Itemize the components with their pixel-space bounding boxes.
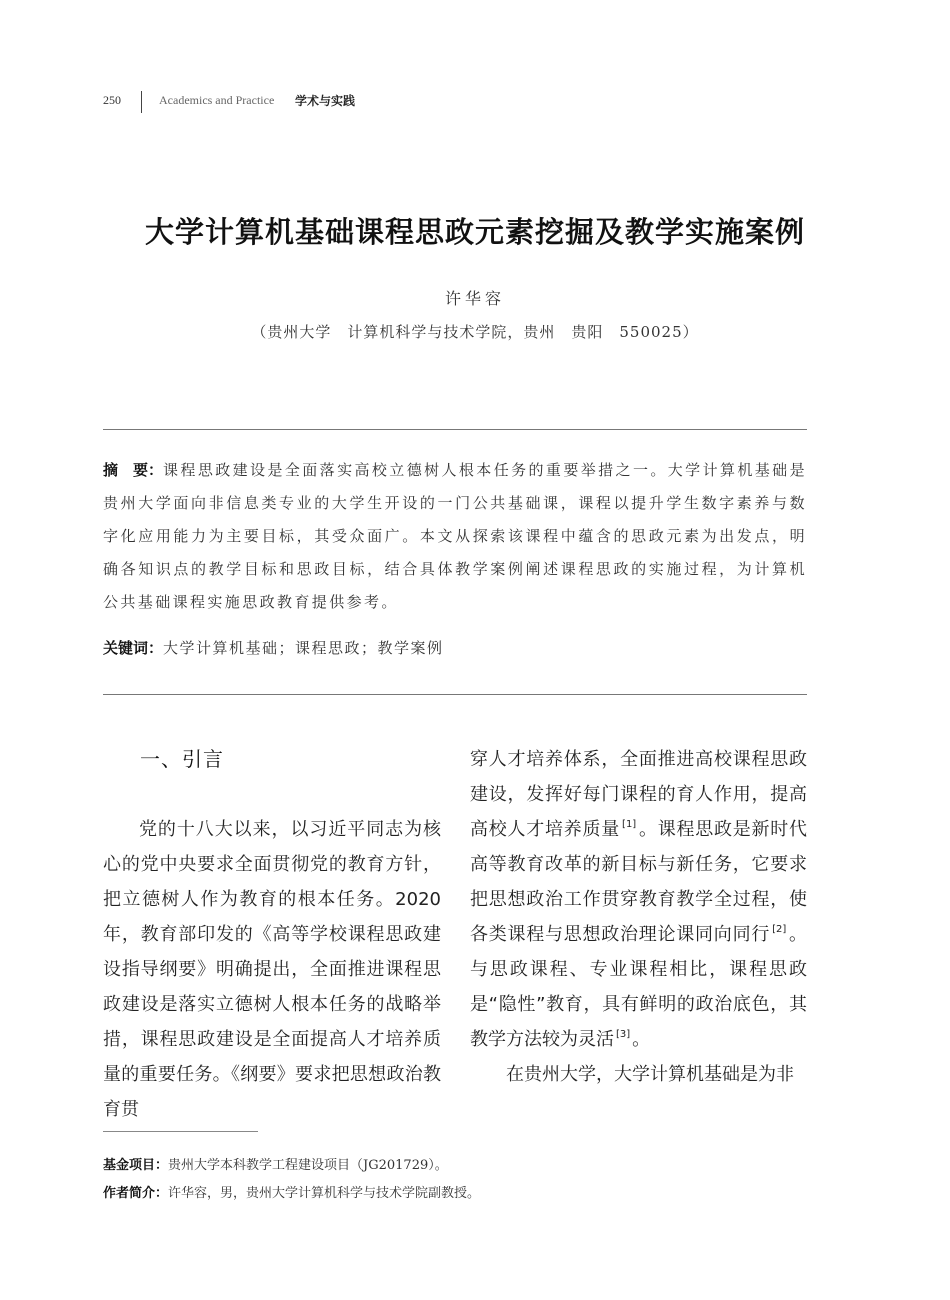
abstract-label: 摘 要：: [103, 461, 164, 479]
body-text: 穿人才培养体系，全面推进高校课程思政建设，发挥好每门课程的育人作用，提高高校人才培养质量: [470, 749, 807, 840]
footnote-fund: [103, 1154, 448, 1173]
body-text: 。: [632, 1029, 651, 1050]
abstract-bottom-rule: [103, 694, 807, 695]
page-number: 250: [103, 93, 121, 107]
footnote-author-text: 许华容，男，贵州大学计算机科学与技术学院副教授。: [168, 1186, 481, 1201]
journal-name-cn: 学术与实践: [295, 94, 356, 108]
body-column-right: [470, 742, 807, 1092]
footnote-fund-label: 基金项目：: [103, 1158, 169, 1173]
footnote-author-label: 作者简介：: [103, 1186, 169, 1201]
citation-ref-3[interactable]: [3]: [616, 1029, 631, 1040]
article-title: 大学计算机基础课程思政元素挖掘及教学实施案例: [144, 215, 805, 249]
author-name: 许华容: [444, 289, 505, 308]
body-paragraph: [470, 742, 807, 1057]
body-column-left: 党的十八大以来，以习近平同志为核心的党中央要求全面贯彻党的教育方针，把立德树人作为教育的根本任务。2020 年，教育部印发的《高等学校课程思政建设指导纲要》明确提出，全面推进课程思政建设是落实立德树人根本任务的战略举措，课程思政建设是全面提高人才培养质量的重要任务。《纲要》要求把思想政治教育贯: [103, 819, 441, 1120]
body-text: 。与思政课程、专业课程相比，课程思政是“隐性”教育，具有鲜明的政治底色，其教学方法较为灵活: [470, 924, 808, 1050]
keywords-text: 大学计算机基础；课程思政；教学案例: [163, 639, 444, 657]
keywords-label: 关键词：: [103, 639, 164, 657]
footnote-rule: [103, 1131, 258, 1132]
footnote-fund-text: 贵州大学本科教学工程建设项目（JG201729）。: [168, 1158, 448, 1173]
abstract-text: 课程思政建设是全面落实高校立德树人根本任务的重要举措之一。大学计算机基础是贵州大学面向非信息类专业的大学生开设的一门公共基础课，课程以提升学生数字素养与数字化应用能力为主要目标，其受众面广。本文从探索该课程中蕴含的思政元素为出发点，明确各知识点的教学目标和思政目标，结合具体教学案例阐述课程思政的实施过程，为计算机公共基础课程实施思政教育提供参考。: [103, 461, 807, 611]
journal-name-en: Academics and Practice: [159, 93, 275, 107]
body-text: 。课程思政是新时代高等教育改革的新目标与新任务，它要求把思想政治工作贯穿教育教学全过程，使各类课程与思想政治理论课同向同行: [470, 819, 808, 945]
abstract-top-rule: [103, 429, 807, 430]
header-divider: [141, 91, 142, 113]
body-paragraph: 在贵州大学，大学计算机基础是为非: [506, 1064, 794, 1085]
citation-ref-1[interactable]: [1]: [622, 819, 637, 830]
author-affiliation: （贵州大学 计算机科学与技术学院，贵州 贵阳 550025）: [251, 323, 699, 341]
citation-ref-2[interactable]: [2]: [772, 924, 787, 935]
footnote-author: [103, 1182, 480, 1201]
abstract: [103, 454, 807, 619]
section-heading-introduction: 一、引言: [140, 747, 224, 771]
keywords: [103, 637, 807, 658]
